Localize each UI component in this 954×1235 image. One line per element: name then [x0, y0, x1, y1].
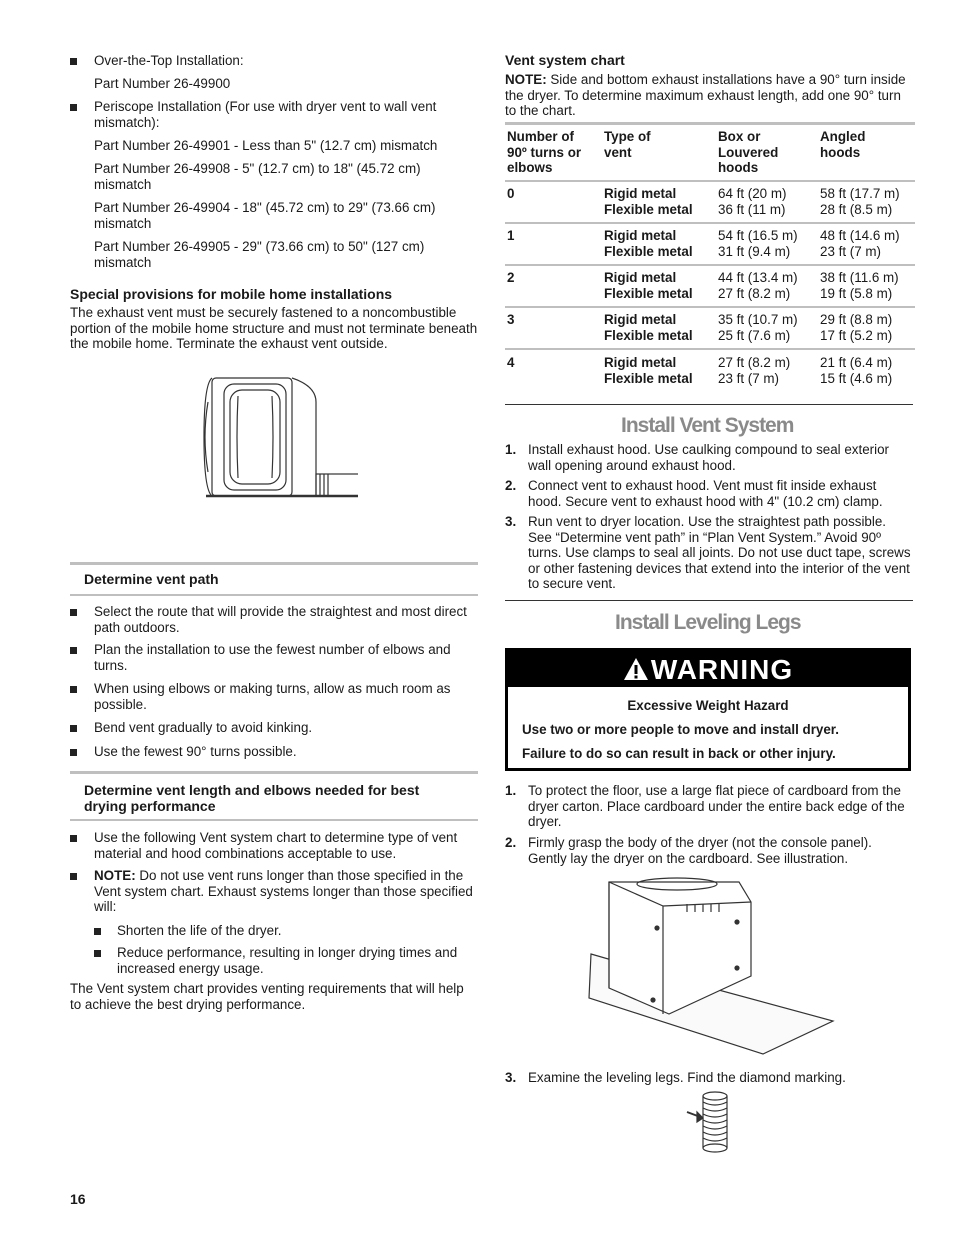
part-number: Part Number 26-49904 - 18" (45.72 cm) to 29" (73.66 cm) mismatch: [94, 200, 436, 231]
closing-paragraph: The Vent system chart provides venting requirements that will help to achieve the best drying performance.: [70, 981, 464, 1012]
part-number: Part Number 26-49901 - Less than 5" (12.7 cm) mismatch: [94, 138, 438, 153]
table-cell-turns: 2: [507, 270, 515, 285]
table-row: [505, 270, 915, 306]
table-cell-turns: 3: [507, 312, 515, 327]
warning-label: WARNING: [650, 654, 794, 685]
part-number: Part Number 26-49905 - 29" (73.66 cm) to 50" (127 cm) mismatch: [94, 239, 425, 270]
table-cell-types: Rigid metal Flexible metal: [604, 270, 693, 301]
table-row: [505, 355, 915, 391]
step-text: Firmly grasp the body of the dryer (not the console panel). Gently lay the dryer on the cardboard. See illustration.: [528, 835, 872, 866]
bullet-text: Bend vent gradually to avoid kinking.: [94, 720, 313, 735]
table-cell-types: Rigid metal Flexible metal: [604, 312, 693, 343]
section-header-bar: [70, 771, 478, 821]
table-cell-box: 64 ft (20 m) 36 ft (11 m): [718, 186, 787, 217]
table-row: [505, 228, 915, 264]
section-divider: [505, 600, 913, 601]
table-cell-angled: 58 ft (17.7 m) 28 ft (8.5 m): [820, 186, 900, 217]
table-header: Angled hoods: [820, 129, 866, 160]
step-number: 2.: [505, 478, 517, 493]
warning-consequence: Failure to do so can result in back or other injury.: [522, 746, 836, 761]
step-number: 2.: [505, 835, 517, 850]
step-number: 3.: [505, 514, 517, 529]
bullet-text: Use the fewest 90° turns possible.: [94, 744, 297, 759]
table-cell-box: 54 ft (16.5 m) 31 ft (9.4 m): [718, 228, 798, 259]
table-header: Number of 90º turns or elbows: [507, 129, 582, 176]
table-rule: [505, 348, 915, 350]
bullet-text: Shorten the life of the dryer.: [117, 923, 282, 938]
bullet-square-icon: [94, 928, 101, 935]
table-header: Box or Louvered hoods: [718, 129, 779, 176]
step-text: Install exhaust hood. Use caulking compound to seal exterior wall opening around exhaust hood.: [528, 442, 890, 473]
section-divider: [505, 404, 913, 405]
mobile-home-body: The exhaust vent must be securely fastened to a noncombustible portion of the mobile home structure and must not terminate beneath the mobile home. Terminate the exhaust vent outside.: [70, 305, 478, 352]
table-cell-types: Rigid metal Flexible metal: [604, 355, 693, 386]
table-cell-turns: 4: [507, 355, 515, 370]
note-body: Side and bottom exhaust installations have a 90° turn inside the dryer. To determine maximum exhaust length, add one 90° turn to the chart.: [505, 72, 906, 119]
install-legs-title: Install Leveling Legs: [615, 611, 801, 634]
install-vent-title: Install Vent System: [621, 414, 794, 437]
step-text: Examine the leveling legs. Find the diamond marking.: [528, 1070, 846, 1085]
dryer-on-cardboard-illustration: [587, 876, 837, 1056]
table-cell-turns: 1: [507, 228, 515, 243]
step-text: Run vent to dryer location. Use the straightest path possible. See “Determine vent path” in “Plan Vent System.” Avoid 90º turns. Use clamps to seal all joints. Do not use duct tape, screws or other fastening devices that extend into the interior of the vent to secure vent.: [528, 514, 911, 592]
mobile-home-heading: Special provisions for mobile home installations: [70, 286, 393, 302]
table-cell-types: Rigid metal Flexible metal: [604, 186, 693, 217]
part-number: Part Number 26-49900: [94, 76, 231, 91]
warning-instruction: Use two or more people to move and install dryer.: [522, 722, 839, 737]
mobile-home-vent-illustration: [198, 362, 358, 547]
table-cell-turns: 0: [507, 186, 515, 201]
warning-triangle-icon: [623, 657, 649, 681]
step-text: To protect the floor, use a large flat piece of cardboard from the dryer carton. Place cardboard under the entire back edge of the dryer.: [528, 783, 905, 830]
table-header: Type of vent: [604, 129, 651, 160]
bullet-square-icon: [70, 104, 77, 111]
note-text: [94, 868, 478, 915]
step-number: 3.: [505, 1070, 517, 1085]
bullet-square-icon: [70, 58, 77, 65]
bullet-square-icon: [70, 725, 77, 732]
step-number: 1.: [505, 783, 517, 798]
step-number: 1.: [505, 442, 517, 457]
vent-length-heading: Determine vent length and elbows needed for best drying performance: [84, 782, 420, 814]
table-cell-angled: 48 ft (14.6 m) 23 ft (7 m): [820, 228, 900, 259]
chart-note: [505, 72, 913, 119]
warning-box: [505, 648, 911, 771]
bullet-text: Select the route that will provide the straightest and most direct path outdoors.: [94, 604, 467, 635]
part-number: Part Number 26-49908 - 5" (12.7 cm) to 18" (45.72 cm) mismatch: [94, 161, 421, 192]
table-rule: [505, 180, 915, 182]
bullet-square-icon: [70, 647, 77, 654]
bullet-text: Use the following Vent system chart to determine type of vent material and hood combinations acceptable to use.: [94, 830, 458, 861]
note-label: NOTE:: [505, 72, 547, 87]
table-rule: [505, 264, 915, 266]
table-rule: [505, 306, 915, 308]
bullet-square-icon: [70, 835, 77, 842]
bullet-square-icon: [70, 686, 77, 693]
note-body: Do not use vent runs longer than those specified in the Vent system chart. Exhaust systems longer than those specified will:: [94, 868, 473, 915]
warning-hazard-title: Excessive Weight Hazard: [627, 698, 789, 713]
table-cell-box: 44 ft (13.4 m) 27 ft (8.2 m): [718, 270, 798, 301]
bullet-square-icon: [70, 873, 77, 880]
bullet-text: When using elbows or making turns, allow as much room as possible.: [94, 681, 451, 712]
install-option-label: Over-the-Top Installation:: [94, 53, 244, 68]
table-top-rule: [505, 122, 915, 125]
table-row: [505, 186, 915, 222]
table-cell-box: 35 ft (10.7 m) 25 ft (7.6 m): [718, 312, 798, 343]
bullet-square-icon: [94, 950, 101, 957]
table-rule: [505, 222, 915, 224]
bullet-square-icon: [70, 609, 77, 616]
install-option-label: Periscope Installation (For use with dryer vent to wall vent mismatch):: [94, 99, 437, 130]
table-cell-angled: 21 ft (6.4 m) 15 ft (4.6 m): [820, 355, 893, 386]
section-header-bar: [70, 562, 478, 596]
leveling-leg-illustration: [685, 1090, 735, 1156]
warning-header: [508, 651, 908, 687]
warning-title: [508, 654, 908, 686]
bullet-square-icon: [70, 749, 77, 756]
table-cell-angled: 38 ft (11.6 m) 19 ft (5.8 m): [820, 270, 899, 301]
table-cell-types: Rigid metal Flexible metal: [604, 228, 693, 259]
table-cell-angled: 29 ft (8.8 m) 17 ft (5.2 m): [820, 312, 893, 343]
table-cell-box: 27 ft (8.2 m) 23 ft (7 m): [718, 355, 791, 386]
vent-path-heading: Determine vent path: [84, 571, 219, 587]
note-label: NOTE:: [94, 868, 136, 883]
bullet-text: Plan the installation to use the fewest number of elbows and turns.: [94, 642, 451, 673]
step-text: Connect vent to exhaust hood. Vent must fit inside exhaust hood. Secure vent to exhaust hood with 4" (10.2 cm) clamp.: [528, 478, 883, 509]
page-number: 16: [70, 1191, 86, 1207]
bullet-text: Reduce performance, resulting in longer drying times and increased energy usage.: [117, 945, 458, 976]
table-row: [505, 312, 915, 348]
chart-heading: Vent system chart: [505, 52, 625, 68]
